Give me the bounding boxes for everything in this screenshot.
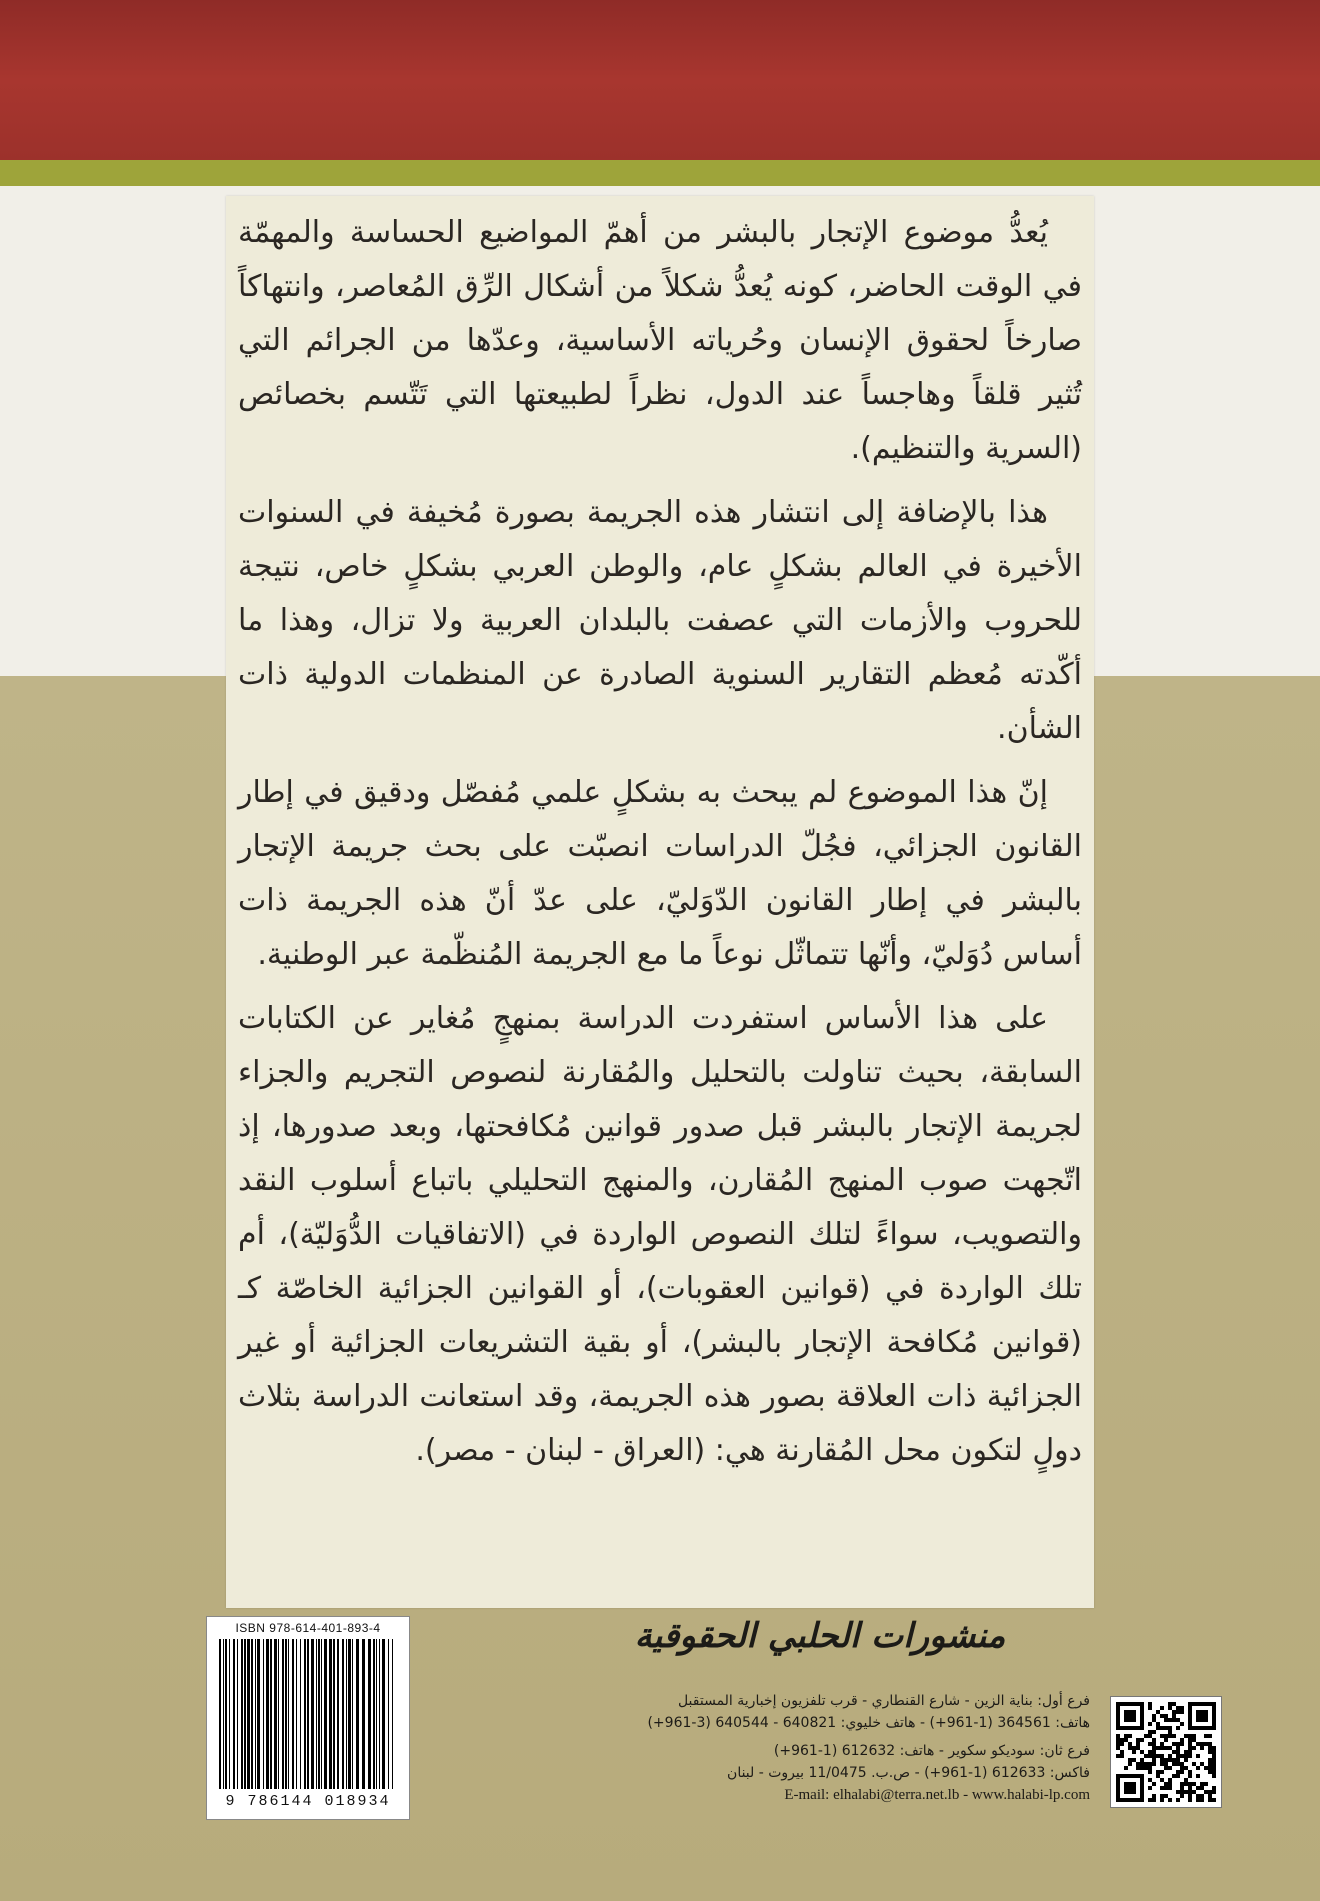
- barcode-digits: 9 786144 018934: [225, 1793, 391, 1810]
- blurb-paragraph-4: على هذا الأساس استفردت الدراسة بمنهجٍ مُغاير عن الكتابات السابقة، بحيث تناولت بالتحليل والمُقارنة لنصوص التجريم والجزاء لجريمة الإتجار بالبشر قبل صدور قوانين مُكافحتها، وبعد صدورها، إذ اتّجهت صوب المنهج المُقارن، والمنهج التحليلي باتباع أسلوب النقد والتصويب، سواءً لتلك النصوص الواردة في (الاتفاقيات الدُّوَليّة)، أم تلك الواردة في (قوانين العقوبات)، أو القوانين الجزائية الخاصّة كـ (قوانين مُكافحة الإتجار بالبشر)، أو بقية التشريعات الجزائية أو غير الجزائية ذات العلاقة بصور هذه الجريمة، وقد استعانت الدراسة بثلاث دولٍ لتكون محل المُقارنة هي: (العراق - لبنان - مصر).: [238, 1001, 1082, 1468]
- barcode-bars: [219, 1639, 397, 1789]
- qr-code: [1110, 1696, 1222, 1808]
- publisher-logo: منشورات الحلبي الحقوقية: [634, 1616, 1006, 1656]
- qr-code-icon: [1116, 1702, 1216, 1802]
- isbn-barcode: [206, 1616, 410, 1820]
- blurb-paragraph-2: هذا بالإضافة إلى انتشار هذه الجريمة بصورة مُخيفة في السنوات الأخيرة في العالم بشكلٍ عام، والوطن العربي بشكلٍ خاص، نتيجة للحروب والأزمات التي عصفت بالبلدان العربية ولا تزال، وهذا ما أكّدته مُعظم التقارير السنوية الصادرة عن المنظمات الدولية ذات الشأن.: [238, 495, 1082, 746]
- publisher-contact: [470, 1690, 1090, 1806]
- blurb-paragraph-3: إنّ هذا الموضوع لم يبحث به بشكلٍ علمي مُفصّل ودقيق في إطار القانون الجزائي، فجُلّ الدراسات انصبّت على بحث جريمة الإتجار بالبشر في إطار القانون الدّوَليّ، على عدّ أنّ هذه الجريمة ذات أساس دُوَليّ، وأنّها تتماثّل نوعاً ما مع الجريمة المُنظّمة عبر الوطنية.: [238, 775, 1082, 972]
- blurb-paragraph-1: يُعدُّ موضوع الإتجار بالبشر من أهمّ المواضيع الحساسة والمهمّة في الوقت الحاضر، كونه يُعدُّ شكلاً من أشكال الرِّق المُعاصر، وانتهاكاً صارخاً لحقوق الإنسان وحُرياته الأساسية، وعدّها من الجرائم التي تُثير قلقاً وهاجساً عند الدول، نظراً لطبيعتها التي تَتّسم بخصائص (السرية والتنظيم).: [238, 215, 1082, 466]
- branch-one-phones: هاتف: 364561 (1-961+) - هاتف خليوي: 640821 - 640544 (3-961+): [647, 1715, 1090, 1731]
- blurb-text: [238, 206, 1082, 1478]
- branch-one-address: فرع أول: بناية الزين - شارع القنطاري - قرب تلفزيون إخبارية المستقبل: [677, 1693, 1090, 1709]
- fax-and-po-box: فاكس: 612633 (1-961+) - ص.ب. 11/0475 بيروت - لبنان: [727, 1765, 1090, 1781]
- cover-top-band: [0, 0, 1320, 160]
- email-and-website: E-mail: elhalabi@terra.net.lb - www.halabi-lp.com: [784, 1787, 1090, 1803]
- branch-two-address: فرع ثان: سوديكو سكوير - هاتف: 612632 (1-961+): [773, 1743, 1090, 1759]
- isbn-number: ISBN 978-614-401-893-4: [235, 1621, 381, 1635]
- cover-accent-stripe: [0, 160, 1320, 186]
